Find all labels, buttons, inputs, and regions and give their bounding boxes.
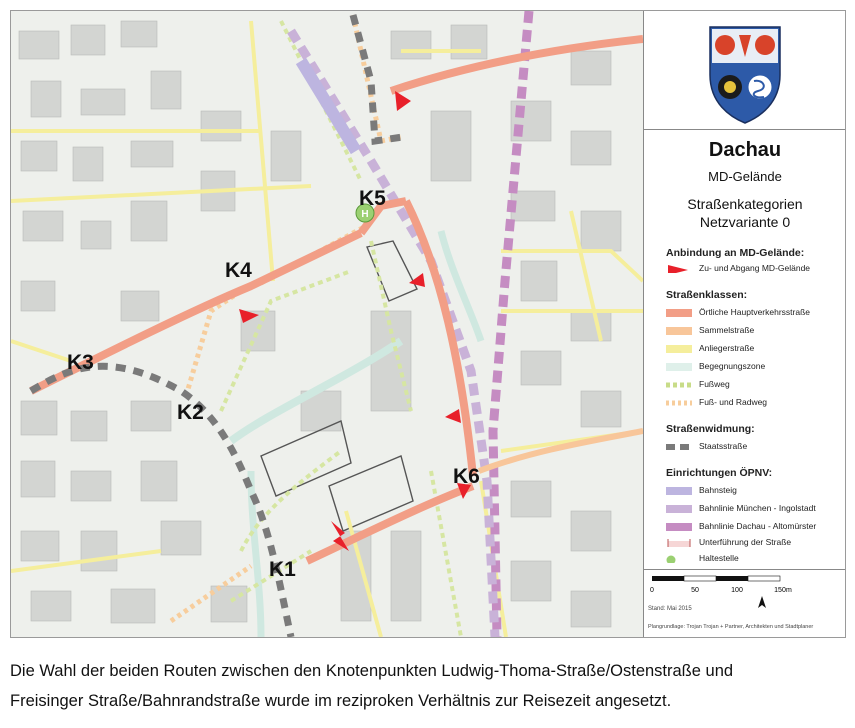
legend-label: Zu- und Abgang MD-Gelände bbox=[699, 263, 811, 273]
legend-swatch bbox=[666, 345, 692, 353]
legend-label: Begegnungszone bbox=[699, 361, 766, 371]
legend-swatch bbox=[666, 399, 692, 407]
legend-row-haltestelle bbox=[666, 553, 844, 567]
scale-tick-label: 0 bbox=[650, 587, 654, 594]
node-label-k6: K6 bbox=[453, 465, 480, 488]
legend-label: Fuß- und Radweg bbox=[699, 397, 768, 407]
legend-area-title: MD-Gelände bbox=[708, 169, 782, 184]
haltestelle-icon bbox=[666, 555, 692, 563]
legend-swatch bbox=[666, 443, 692, 451]
legend-stand: Stand: Mai 2015 bbox=[648, 606, 692, 612]
legend-label: Sammelstraße bbox=[699, 325, 755, 335]
legend-section-klassen: Straßenklassen: bbox=[666, 289, 748, 301]
underpass-icon bbox=[666, 539, 692, 547]
legend-category-title: Straßenkategorien bbox=[687, 196, 803, 212]
legend-swatch bbox=[666, 363, 692, 371]
legend-section-anbindung: Anbindung an MD-Gelände: bbox=[666, 247, 805, 259]
legend-row-staatsstrasse bbox=[666, 441, 844, 455]
legend-row-hauptverkehr bbox=[666, 307, 844, 321]
legend-label: Bahnsteig bbox=[699, 485, 737, 495]
legend-row-begegnung bbox=[666, 361, 844, 375]
legend-swatch bbox=[666, 381, 692, 389]
legend-label: Fußweg bbox=[699, 379, 730, 389]
legend-row-zugang bbox=[666, 263, 844, 277]
node-label-k5: K5 bbox=[359, 187, 386, 210]
legend-swatch bbox=[666, 327, 692, 335]
legend-swatch bbox=[666, 487, 692, 495]
legend-city-title: Dachau bbox=[708, 139, 782, 161]
node-label-k2: K2 bbox=[177, 401, 204, 424]
legend-variant-title: Netzvariante 0 bbox=[699, 214, 791, 230]
legend-row-unterfuehrung bbox=[666, 537, 844, 551]
scale-tick-label: 100 bbox=[731, 587, 743, 594]
map-canvas bbox=[11, 11, 643, 637]
legend-label: Bahnlinie München - Ingolstadt bbox=[699, 503, 816, 513]
legend-label: Örtliche Hauptverkehrsstraße bbox=[699, 307, 811, 317]
legend-planner: Plangrundlage: Trojan Trojan + Partner, Architekten und Stadtplaner bbox=[648, 624, 814, 630]
legend-label: Staatsstraße bbox=[699, 441, 748, 451]
legend-row-sammel bbox=[666, 325, 844, 339]
legend-swatch bbox=[666, 505, 692, 513]
legend-section-widmung: Straßenwidmung: bbox=[666, 423, 755, 435]
north-arrow-icon bbox=[758, 596, 766, 608]
node-label-k4: K4 bbox=[225, 259, 252, 282]
red-arrow-icon bbox=[666, 265, 692, 273]
scale-bar bbox=[644, 570, 846, 610]
caption-line-1: Die Wahl der beiden Routen zwischen den Knotenpunkten Ludwig-Thoma-Straße/Ostenstraße und bbox=[10, 662, 734, 680]
legend-label: Haltestelle bbox=[699, 553, 739, 563]
legend-label: Bahnlinie Dachau - Altomürster bbox=[699, 521, 817, 531]
map-figure bbox=[10, 10, 846, 638]
map-legend bbox=[643, 11, 846, 637]
scale-bar-panel bbox=[644, 569, 846, 638]
node-label-k3: K3 bbox=[67, 351, 94, 374]
legend-row-fussweg bbox=[666, 379, 844, 393]
svg-text:H: H bbox=[361, 209, 369, 220]
map-caption bbox=[10, 656, 850, 716]
scale-unit: m bbox=[786, 587, 792, 594]
legend-row-anlieger bbox=[666, 343, 844, 357]
legend-label: Unterführung der Straße bbox=[699, 537, 792, 547]
scale-tick-label: 150 bbox=[774, 587, 786, 594]
dachau-coat-of-arms-icon bbox=[644, 11, 846, 130]
legend-row-fuss-rad bbox=[666, 397, 844, 411]
caption-line-2: Freisinger Straße/Bahnrandstraße wurde im reziproken Verhältnis zur Reisezeit angesetzt. bbox=[10, 692, 672, 710]
legend-row-bahnsteig bbox=[666, 485, 844, 499]
legend-swatch bbox=[666, 523, 692, 531]
scale-tick-label: 50 bbox=[691, 587, 699, 594]
legend-row-bahn-muenchen bbox=[666, 503, 844, 517]
legend-section-oepnv: Einrichtungen ÖPNV: bbox=[666, 467, 773, 479]
node-label-k1: K1 bbox=[269, 558, 296, 581]
legend-row-bahn-altomuenster bbox=[666, 521, 844, 535]
legend-label: Anliegerstraße bbox=[699, 343, 755, 353]
legend-swatch bbox=[666, 309, 692, 317]
